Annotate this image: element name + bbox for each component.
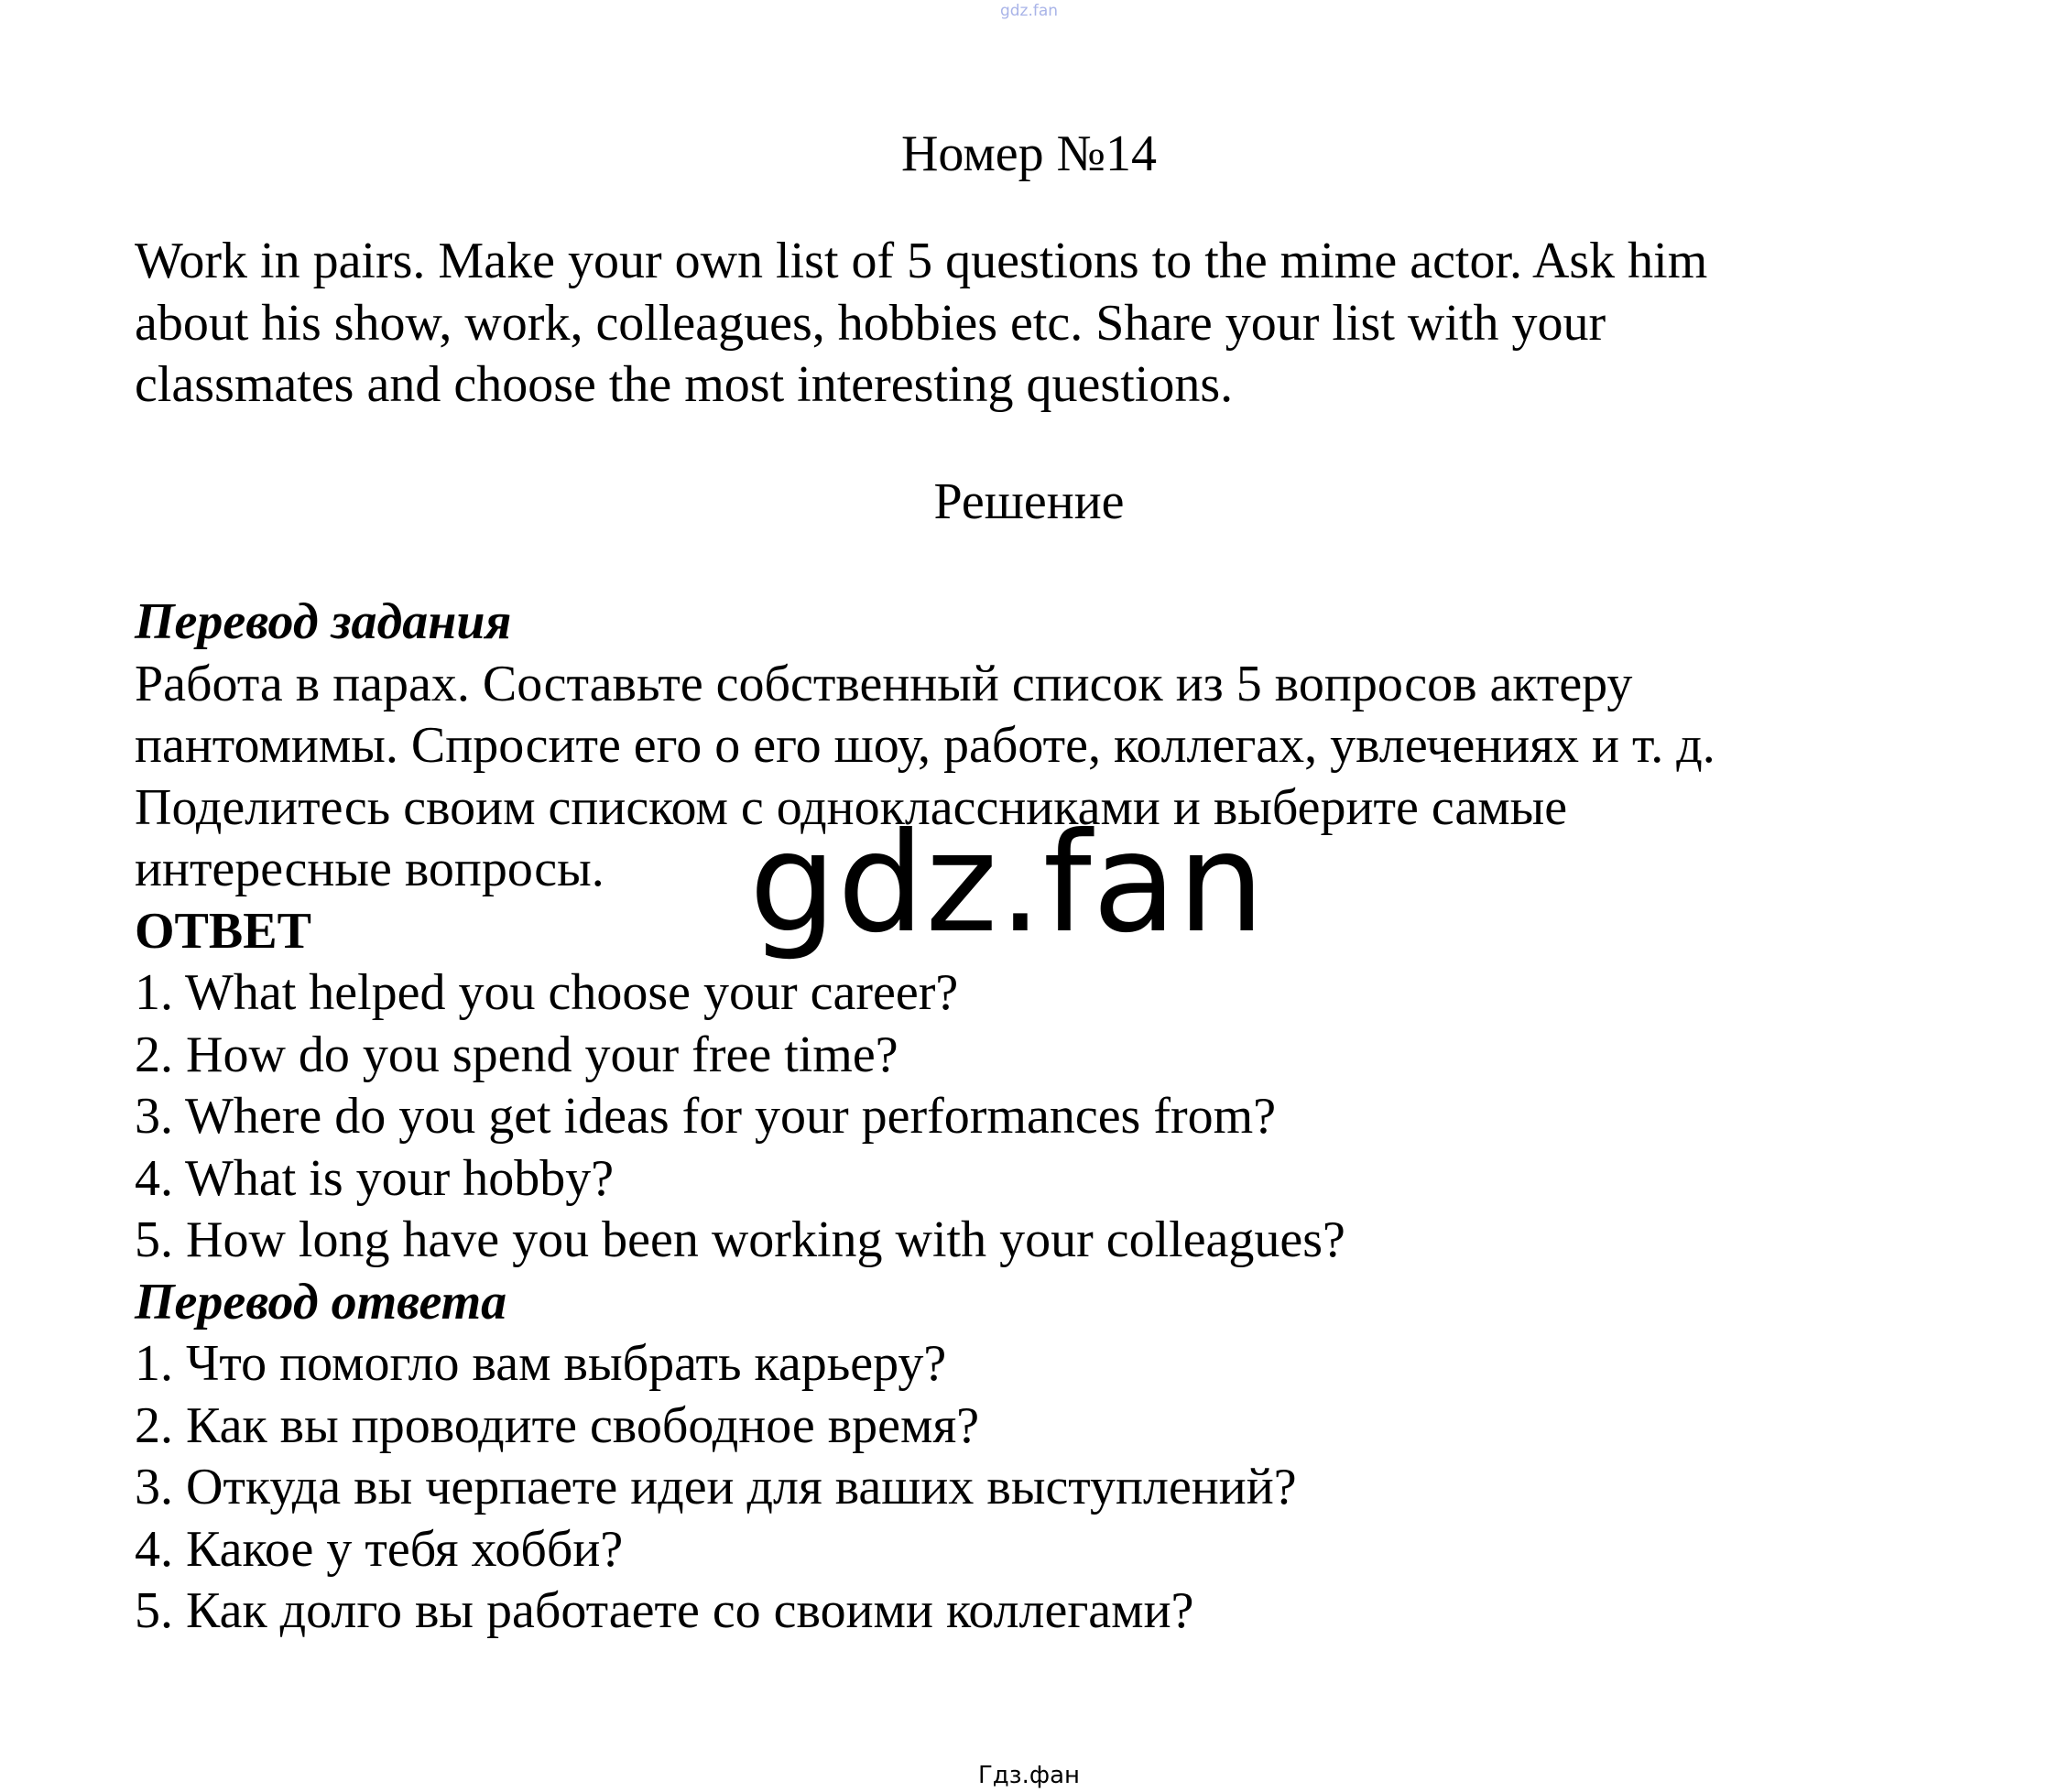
task-translation-line: Поделитесь своим списком с одноклассниками и выберите самые	[135, 778, 1568, 836]
answer-translation-item: 4. Какое у тебя хобби?	[135, 1520, 624, 1578]
task-translation-heading: Перевод задания	[135, 593, 512, 650]
solution-heading: Решение	[933, 473, 1125, 530]
task-translation-line: пантомимы. Спросите его о его шоу, работе, коллегах, увлечениях и т. д.	[135, 717, 1715, 774]
task-text	[135, 231, 1966, 417]
task-line: about his show, work, colleagues, hobbies etc. Share your list with your	[135, 294, 1606, 352]
answer-heading: ОТВЕТ	[135, 902, 311, 960]
top-watermark: gdz.fan	[999, 2, 1059, 20]
answer-item: 3. Where do you get ideas for your performances from?	[135, 1088, 1277, 1145]
footer-text: Гдз.фан	[977, 1762, 1081, 1789]
page-title: Номер №14	[900, 125, 1158, 182]
solution-body	[135, 592, 1966, 1643]
task-translation-line: Работа в парах. Составьте собственный список из 5 вопросов актеру	[135, 655, 1633, 712]
answer-item: 2. How do you spend your free time?	[135, 1026, 898, 1083]
answer-item: 1. What helped you choose your career?	[135, 964, 959, 1021]
task-translation-line: интересные вопросы.	[135, 841, 604, 897]
watermark-text: gdz.fan	[749, 804, 1266, 963]
answer-translation-item: 5. Как долго вы работаете со своими коллегами?	[135, 1582, 1194, 1639]
task-line: classmates and choose the most interesting questions.	[135, 356, 1234, 413]
answer-translation-heading: Перевод ответа	[135, 1273, 507, 1330]
answer-translation-item: 2. Как вы проводите свободное время?	[135, 1396, 980, 1454]
answer-translation-item: 3. Откуда вы черпаете идеи для ваших выступлений?	[135, 1459, 1297, 1515]
answer-item: 5. How long have you been working with your colleagues?	[135, 1211, 1345, 1268]
task-line: Work in pairs. Make your own list of 5 questions to the mime actor. Ask him	[135, 233, 1708, 289]
answer-item: 4. What is your hobby?	[135, 1149, 615, 1207]
answer-translation-item: 1. Что помогло вам выбрать карьеру?	[135, 1335, 947, 1392]
